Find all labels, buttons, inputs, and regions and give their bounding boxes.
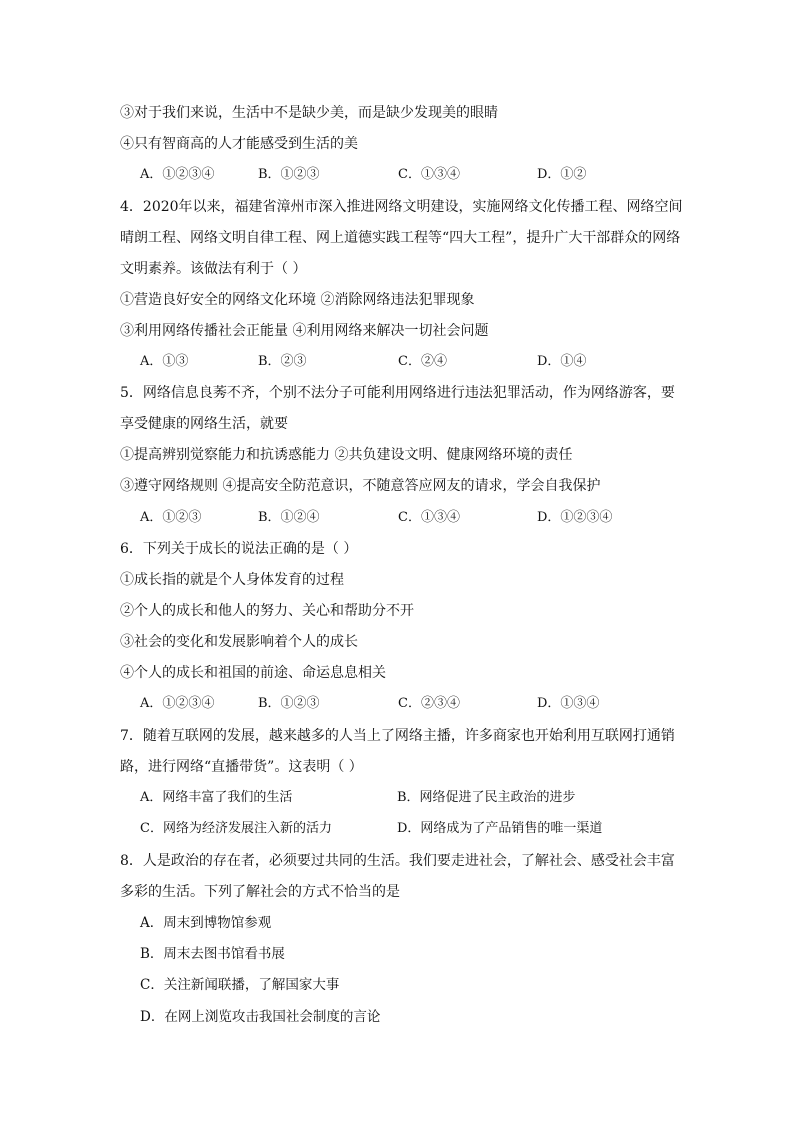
- q3-option-c[interactable]: C．①③④: [398, 167, 460, 182]
- q4-option-a[interactable]: A．①③: [140, 354, 189, 369]
- q8-option-d[interactable]: D．在网上浏览攻击我国社会制度的言论: [140, 1009, 381, 1025]
- q3-option-d[interactable]: D．①②: [537, 167, 587, 182]
- q4-option-d[interactable]: D．①④: [537, 354, 587, 369]
- q5-option-b[interactable]: B．①②④: [258, 510, 320, 525]
- q8-stem-line-1: 8．人是政治的存在者，必须要过共同的生活。我们要走进社会，了解社会、感受社会丰富: [120, 853, 675, 869]
- q6-statement-1: ①成长指的就是个人身体发育的过程: [120, 572, 344, 588]
- q7-option-d[interactable]: D．网络成为了产品销售的唯一渠道: [397, 821, 603, 836]
- q8-option-b[interactable]: B．周末去图书馆看书展: [140, 946, 285, 962]
- q6-option-c[interactable]: C．②③④: [398, 696, 460, 711]
- q5-option-c[interactable]: C．①③④: [398, 510, 460, 525]
- q5-option-d[interactable]: D．①②③④: [537, 510, 613, 525]
- q8-option-a[interactable]: A．周末到博物馆参观: [140, 915, 272, 931]
- q6-stem-line-1: 6．下列关于成长的说法正确的是（ ）: [120, 541, 358, 557]
- q3-option-a[interactable]: A．①②③④: [140, 167, 215, 182]
- q7-option-b[interactable]: B．网络促进了民主政治的进步: [397, 790, 576, 805]
- q6-statement-3: ③社会的变化和发展影响着个人的成长: [120, 634, 358, 650]
- q5-statements-3-4: ③遵守网络规则 ④提高安全防范意识，不随意答应网友的请求，学会自我保护: [120, 478, 601, 494]
- q6-option-b[interactable]: B．①②③: [258, 696, 320, 711]
- q7-stem-line-2: 路，进行网络“直播带货”。这表明（ ）: [120, 759, 363, 775]
- q4-stem-line-3: 文明素养。该做法有利于（ ）: [120, 261, 307, 277]
- q6-statement-2: ②个人的成长和他人的努力、关心和帮助分不开: [120, 603, 414, 619]
- q7-option-c[interactable]: C．网络为经济发展注入新的活力: [140, 821, 332, 836]
- q6-option-a[interactable]: A．①②③④: [140, 696, 215, 711]
- q5-stem-line-2: 享受健康的网络生活，就要: [120, 416, 288, 432]
- q7-stem-line-1: 7．随着互联网的发展，越来越多的人当上了网络主播，许多商家也开始利用互联网打通销: [120, 728, 675, 744]
- q8-stem-line-2: 多彩的生活。下列了解社会的方式不恰当的是: [120, 884, 400, 900]
- q4-stem-line-2: 晴朗工程、网络文明自律工程、网上道德实践工程等“四大工程”，提升广大干部群众的网络: [120, 230, 681, 246]
- q6-option-d[interactable]: D．①③④: [537, 696, 600, 711]
- q5-option-a[interactable]: A．①②③: [140, 510, 202, 525]
- q4-stem-line-1: 4．2020年以来，福建省漳州市深入推进网络文明建设，实施网络文化传播工程、网络空间: [120, 199, 683, 215]
- q4-statements-3-4: ③利用网络传播社会正能量 ④利用网络来解决一切社会问题: [120, 323, 489, 339]
- q3-statement-4: ④只有智商高的人才能感受到生活的美: [120, 136, 358, 152]
- q7-option-a[interactable]: A．网络丰富了我们的生活: [140, 790, 293, 805]
- q6-statement-4: ④个人的成长和祖国的前途、命运息息相关: [120, 665, 386, 681]
- q4-option-c[interactable]: C．②④: [398, 354, 447, 369]
- q3-statement-3: ③对于我们来说，生活中不是缺少美，而是缺少发现美的眼睛: [120, 105, 498, 121]
- q5-stem-line-1: 5．网络信息良莠不齐，个别不法分子可能利用网络进行违法犯罪活动，作为网络游客，要: [120, 385, 675, 401]
- q8-option-c[interactable]: C．关注新闻联播，了解国家大事: [140, 977, 340, 993]
- q5-statements-1-2: ①提高辨别觉察能力和抗诱惑能力 ②共负建设文明、健康网络环境的责任: [120, 447, 573, 463]
- q4-statements-1-2: ①营造良好安全的网络文化环境 ②消除网络违法犯罪现象: [120, 292, 475, 308]
- q4-option-b[interactable]: B．②③: [258, 354, 307, 369]
- q3-option-b[interactable]: B．①②③: [258, 167, 320, 182]
